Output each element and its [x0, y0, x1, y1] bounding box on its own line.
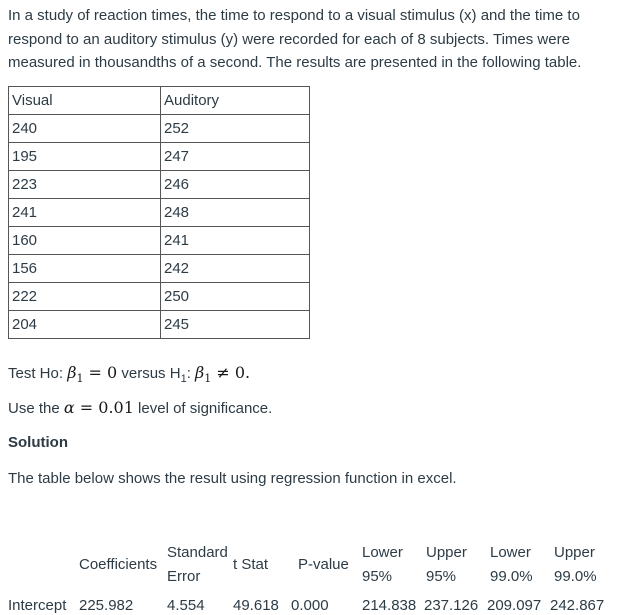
auditory-cell: 246: [161, 171, 310, 199]
table-row: [9, 115, 310, 143]
header-upper-99-line1: Upper: [554, 544, 595, 561]
table-row: [9, 199, 310, 227]
h1-relation: ≠ 0.: [211, 363, 251, 382]
row-label-intercept: Intercept: [8, 597, 67, 614]
auditory-cell: 247: [161, 143, 310, 171]
auditory-cell: 245: [161, 311, 310, 339]
significance-suffix: level of significance.: [133, 400, 273, 417]
visual-cell: 156: [9, 255, 161, 283]
hypothesis-colon: :: [186, 365, 196, 382]
alpha-expression: [64, 398, 134, 417]
alpha-value: = 0.01: [74, 398, 134, 417]
problem-intro: In a study of reaction times, the time to respond to a visual stimulus (x) and the time to respond to an auditory stimulus (y) were recorded for each of 8 subjects. Times were measured in thousandths of a second. The results are presented in the following table.: [8, 7, 582, 71]
intercept-std-error: 4.554: [167, 597, 205, 614]
header-lower-95-line2: 95%: [362, 568, 393, 585]
table-header-row: [9, 87, 310, 115]
column-header-auditory: Auditory: [161, 87, 310, 115]
auditory-cell: 242: [161, 255, 310, 283]
header-upper-95-line1: Upper: [426, 544, 467, 561]
h1-expression: [195, 363, 251, 386]
auditory-cell: 241: [161, 227, 310, 255]
table-row: [9, 311, 310, 339]
header-lower-99-line1: Lower: [490, 544, 531, 561]
beta-symbol: β: [195, 363, 205, 382]
visual-cell: 223: [9, 171, 161, 199]
visual-cell: 195: [9, 143, 161, 171]
hypothesis-prefix: Test Ho:: [8, 365, 68, 382]
auditory-cell: 252: [161, 115, 310, 143]
table-row: [9, 171, 310, 199]
intercept-lower-95: 214.838: [362, 597, 417, 614]
table-row: [9, 143, 310, 171]
header-lower-99-line2: 99.0%: [490, 568, 533, 585]
beta-symbol: β: [67, 363, 77, 382]
header-lower-95-line1: Lower: [362, 544, 403, 561]
intercept-p-value: 0.000: [291, 597, 329, 614]
significance-statement: [8, 398, 272, 417]
table-row: [9, 227, 310, 255]
visual-cell: 240: [9, 115, 161, 143]
header-t-stat: t Stat: [233, 556, 269, 573]
header-standard-error-line1: Standard: [167, 544, 228, 561]
column-header-visual: Visual: [9, 87, 161, 115]
header-upper-95-line2: 95%: [426, 568, 457, 585]
intercept-t-stat: 49.618: [233, 597, 279, 614]
intercept-upper-99: 242.867: [550, 597, 605, 614]
header-coefficients: Coefficients: [79, 556, 158, 573]
h1-label-subscript: 1: [180, 373, 187, 385]
hypothesis-statement: [8, 363, 250, 385]
auditory-cell: 248: [161, 199, 310, 227]
solution-heading: Solution: [8, 434, 68, 451]
header-upper-99-line2: 99.0%: [554, 568, 597, 585]
table-row: [9, 283, 310, 311]
hypothesis-versus: versus H: [117, 365, 181, 382]
header-standard-error-line2: Error: [167, 568, 201, 585]
significance-prefix: Use the: [8, 400, 64, 417]
visual-cell: 222: [9, 283, 161, 311]
solution-text: The table below shows the result using regression function in excel.: [8, 470, 457, 487]
intercept-coefficient: 225.982: [79, 597, 134, 614]
alpha-symbol: α: [63, 398, 75, 417]
visual-cell: 204: [9, 311, 161, 339]
beta-subscript: 1: [204, 372, 212, 386]
header-p-value: P-value: [298, 556, 349, 573]
h0-expression: [67, 363, 118, 386]
reaction-times-table: [8, 86, 310, 339]
table-row: [9, 255, 310, 283]
visual-cell: 241: [9, 199, 161, 227]
intercept-lower-99: 209.097: [487, 597, 542, 614]
beta-subscript: 1: [76, 372, 84, 386]
h0-relation: = 0: [83, 363, 118, 382]
visual-cell: 160: [9, 227, 161, 255]
intercept-upper-95: 237.126: [424, 597, 479, 614]
auditory-cell: 250: [161, 283, 310, 311]
